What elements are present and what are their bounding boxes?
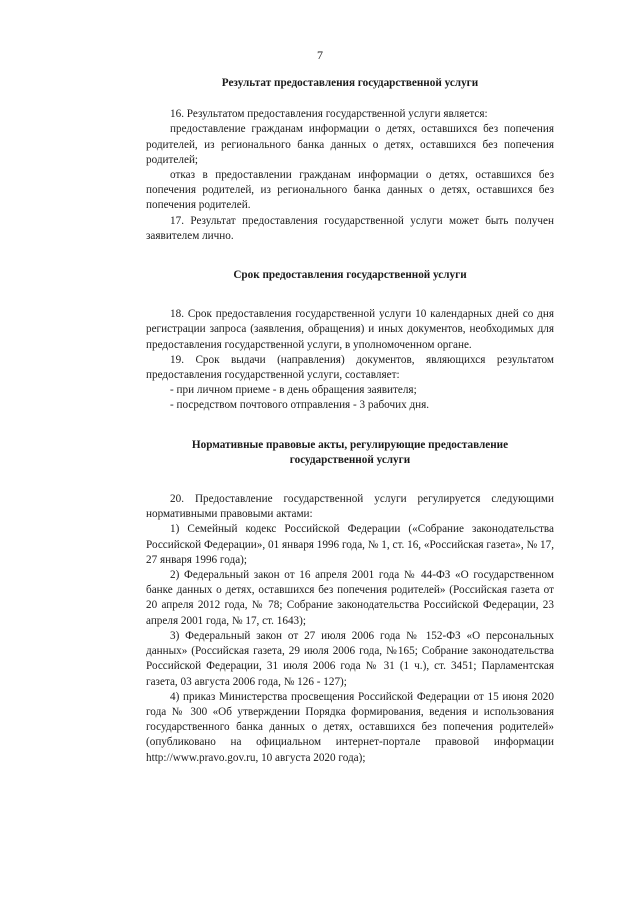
paragraph-20: 20. Предоставление государственной услуги регулируется следующими нормативными правовыми актами: (146, 493, 554, 521)
paragraph-20-item-2: 2) Федеральный закон от 16 апреля 2001 года № 44-ФЗ «О государственном банке данных о детях, оставшихся без попечения родителей» (Российская газета от 20 апреля 2012 года, № 78; Собрание законодательства Российской Федерации, 23 апреля 2001 года, № 17, ст. 1643); (146, 569, 554, 627)
section-heading-acts-line1: Нормативные правовые акты, регулирующие предоставление (191, 438, 509, 451)
section-heading-result: Результат предоставления государственной услуги (221, 77, 479, 89)
paragraph-19: 19. Срок выдачи (направления) документов, являющихся результатом предоставления государственной услуги, составляет: (146, 353, 554, 382)
paragraph-18: 18. Срок предоставления государственной услуги 10 календарных дней со дня регистрации запроса (заявления, обращения) и иных документов, необходимых для предоставления государственной услуги, в уполномоченном органе. (146, 308, 554, 351)
paragraph-20-item-4: 4) приказ Министерства просвещения Российской Федерации от 15 июня 2020 года № 300 «Об утверждении Порядка формирования, ведения и использования государственного банка данных о детях, оставшихся без попечения родителей» (опубликовано на официальном интернет-портале правовой информации http://www.pravo.gov.ru, 10 августа 2020 года); (146, 690, 554, 764)
paragraph-16-item-a: предоставление гражданам информации о детях, оставшихся без попечения родителей, из регионального банка данных о детях, оставшихся без попечения родителей; (146, 123, 554, 166)
section-heading-acts-line2: государственной услуги (289, 453, 411, 466)
paragraph-20-item-3: 3) Федеральный закон от 27 июля 2006 года № 152-ФЗ «О персональных данных» (Российская газета, 29 июля 2006 года, №165; Собрание законодательства Российской Федерации, 31 июля 2006 года № 31 (1 ч.), ст. 3451; Парламентская газета, 03 августа 2006 года, № 126 - 127); (146, 629, 554, 688)
paragraph-19-item-b: - посредством почтового отправления - 3 рабочих дня. (170, 399, 430, 412)
paragraph-16: 16. Результатом предоставления государственной услуги является: (170, 108, 488, 121)
paragraph-17: 17. Результат предоставления государственной услуги может быть получен заявителем лично. (146, 214, 554, 242)
paragraph-19-item-a: - при личном приеме - в день обращения заявителя; (170, 384, 417, 397)
section-heading-term: Срок предоставления государственной услуги (233, 269, 467, 282)
page-number: 7 (317, 48, 323, 62)
paragraph-20-item-1: 1) Семейный кодекс Российской Федерации («Собрание законодательства Российской Федерации», 01 января 1996 года, № 1, ст. 16, «Российская газета», № 17, 27 января 1996 года); (146, 523, 554, 566)
paragraph-16-item-b: отказ в предоставлении гражданам информации о детях, оставшихся без попечения родителей, из регионального банка данных о детях, оставшихся без попечения родителей. (146, 169, 554, 212)
document-body (146, 76, 554, 766)
